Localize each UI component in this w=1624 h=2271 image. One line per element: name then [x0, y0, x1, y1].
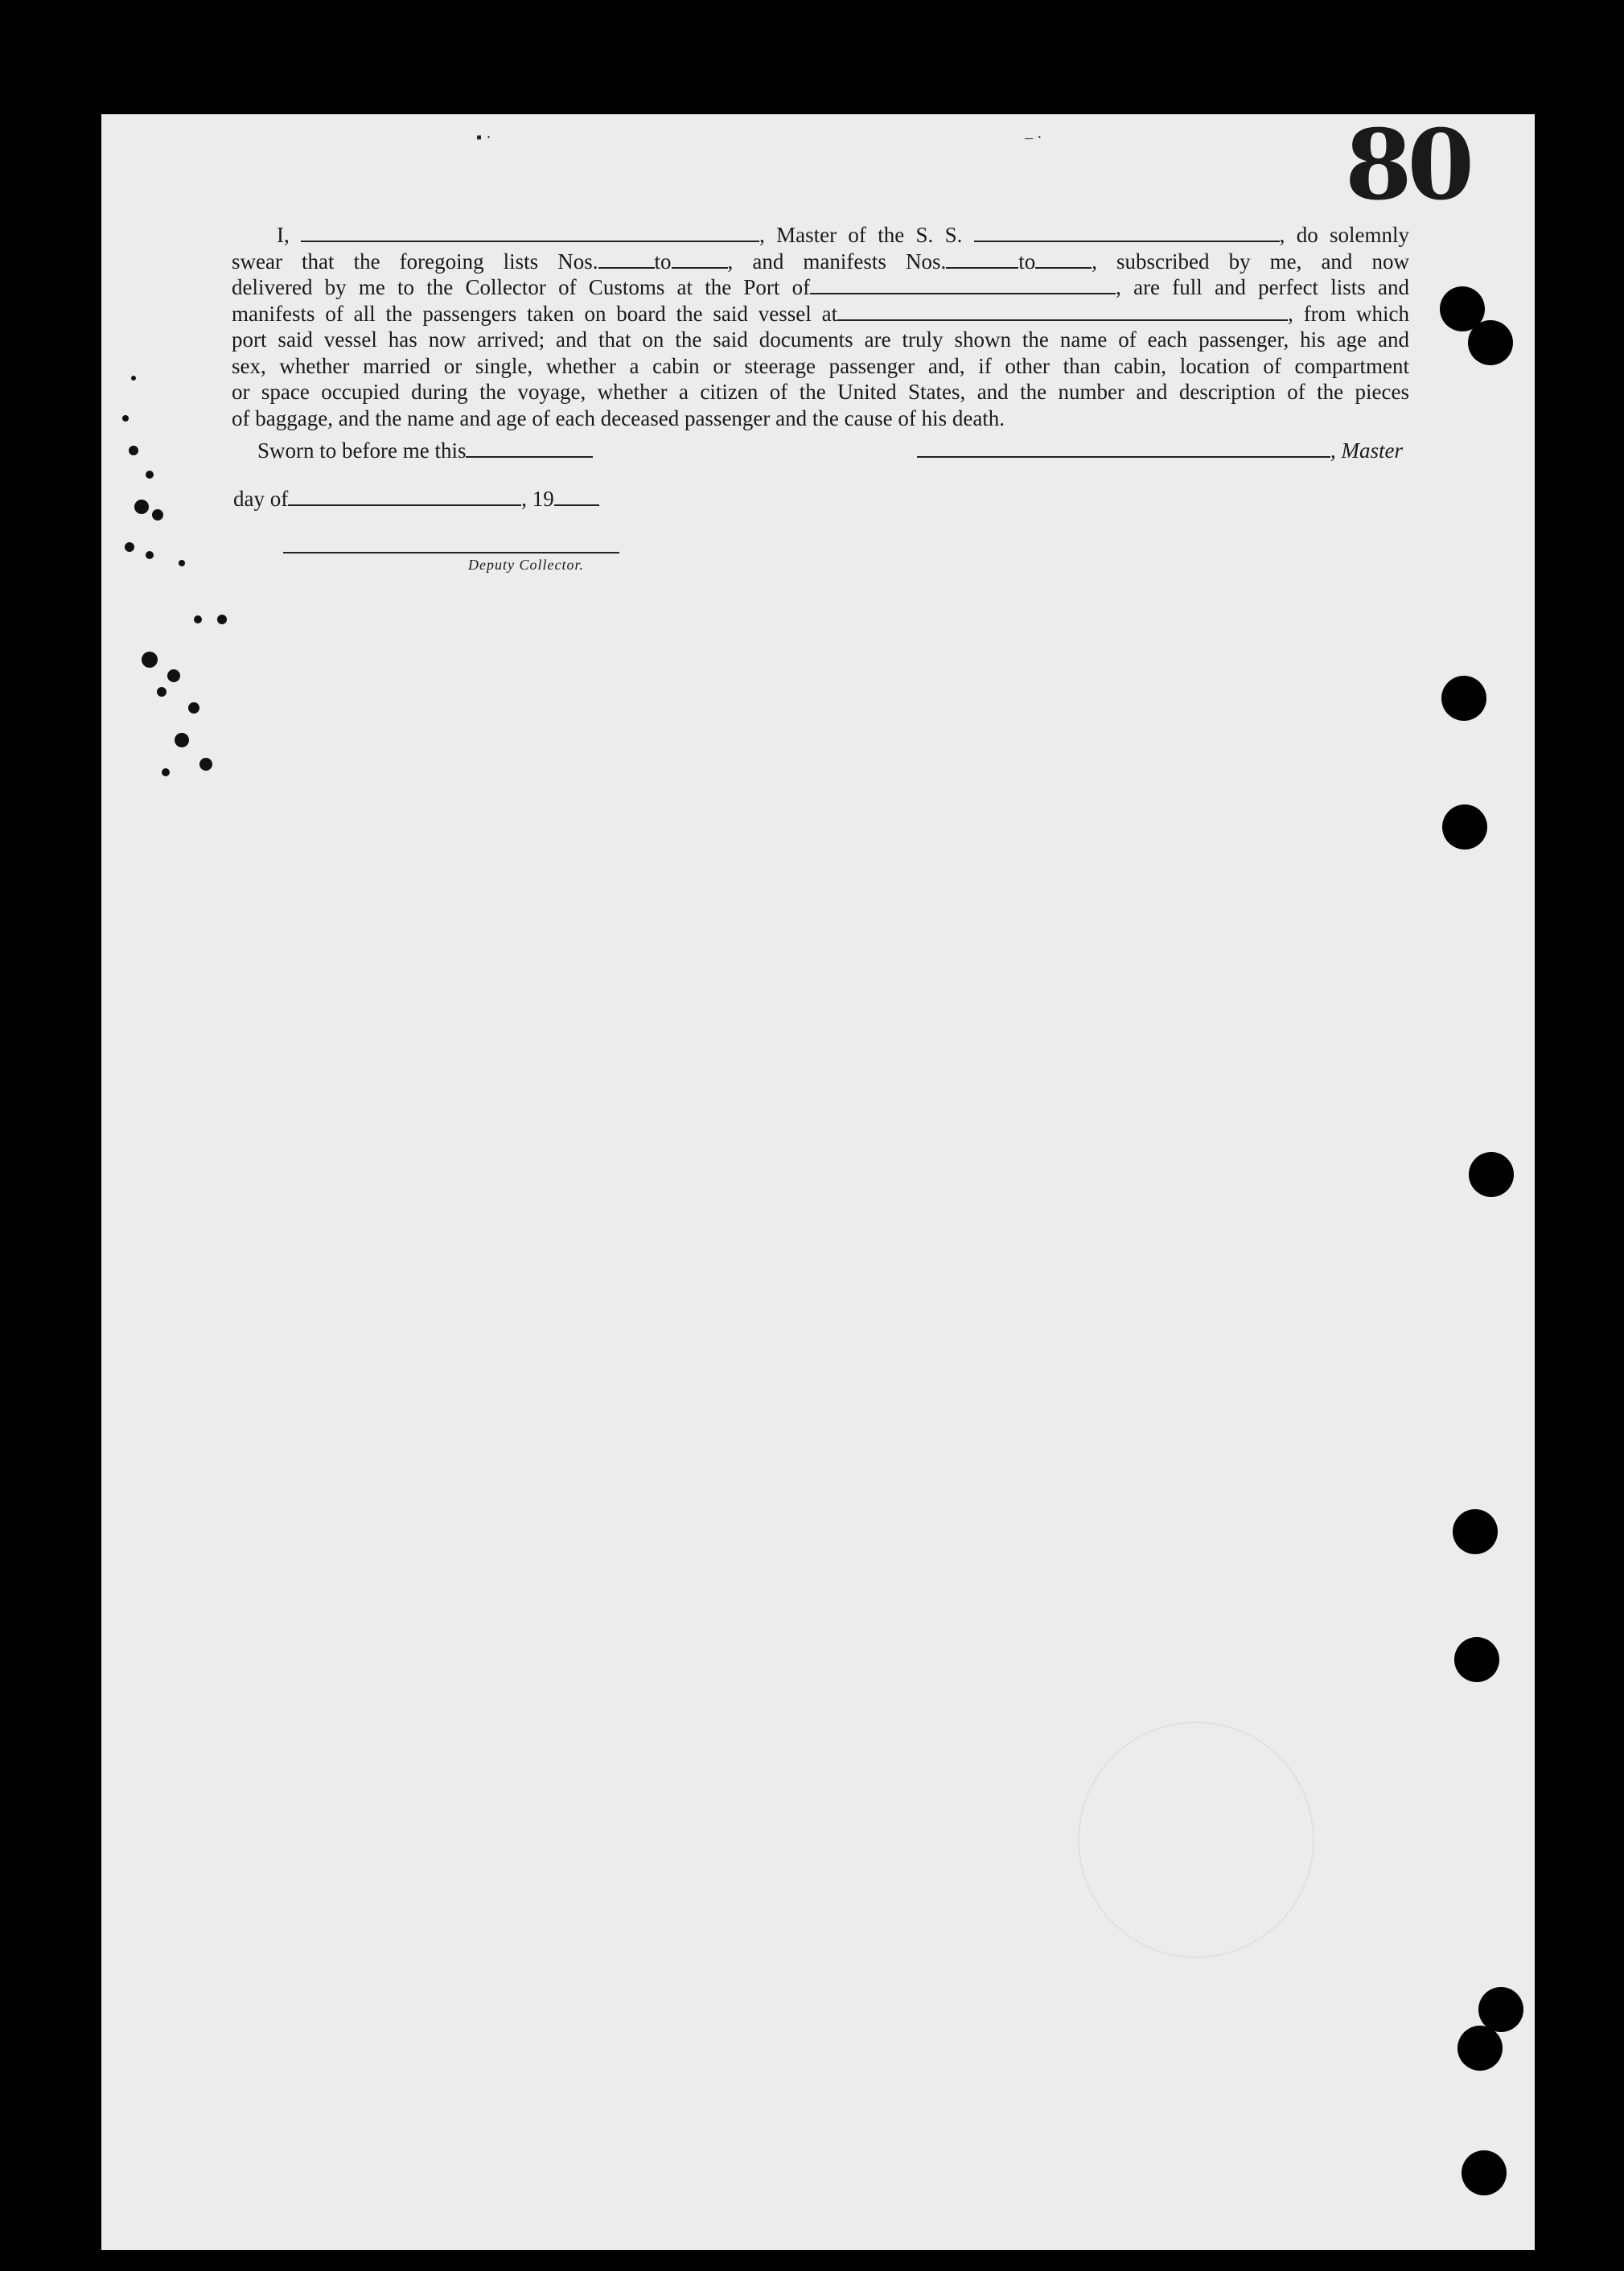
top-tick-mark: ▪ · [476, 129, 491, 146]
day-of-line: day of , 19 [233, 487, 599, 512]
punch-hole [1454, 1637, 1499, 1682]
faded-stamp [1078, 1722, 1314, 1958]
oath-line-3: delivered by me to the Collector of Customs at the Port of , are full and perfect lists and [232, 275, 1409, 299]
top-tick-mark: – · [1025, 129, 1042, 146]
list-to-blank [672, 251, 728, 269]
sworn-line: Sworn to before me this [257, 438, 593, 463]
punch-hole [1468, 320, 1513, 365]
oath-paragraph [232, 222, 1409, 431]
master-signature-blank [917, 440, 1330, 458]
ship-name-blank [974, 224, 1280, 242]
document-page [101, 109, 1535, 2250]
punch-hole [1441, 676, 1486, 721]
page-number: 80 [1345, 109, 1470, 222]
oath-line-1: I, , Master of the S. S. , do solemnly [277, 223, 1410, 247]
port-blank [810, 277, 1116, 294]
list-from-blank [598, 251, 655, 269]
punch-hole [1457, 2026, 1503, 2071]
deputy-signature-rule [283, 552, 619, 553]
manifest-to-blank [1035, 251, 1092, 269]
manifest-from-blank [946, 251, 1018, 269]
oath-line-5: port said vessel has now arrived; and that on the said documents are truly shown the name of each passenger, his age and [232, 327, 1409, 352]
deputy-collector-label: Deputy Collector. [468, 557, 584, 573]
oath-line-4: manifests of all the passengers taken on board the said vessel at , from which [232, 301, 1409, 326]
master-signature-line: , Master [917, 438, 1403, 463]
master-name-blank [301, 224, 759, 242]
punch-hole [1478, 1987, 1523, 2032]
punch-hole [1462, 2150, 1507, 2195]
month-blank [288, 488, 521, 506]
oath-line-8: of baggage, and the name and age of each deceased passenger and the cause of his death. [232, 405, 1005, 430]
sworn-date-blank [466, 440, 593, 458]
oath-line-6: sex, whether married or single, whether a cabin or steerage passenger and, if other than cabin, location of compartment [232, 353, 1409, 378]
punch-hole [1469, 1152, 1514, 1197]
punch-hole [1453, 1509, 1498, 1554]
year-blank [554, 488, 599, 506]
oath-line-7: or space occupied during the voyage, whether a citizen of the United States, and the number and description of the pieces [232, 380, 1409, 404]
oath-line-2: swear that the foregoing lists Nos. to , and manifests Nos. to , subscribed by me, and now [232, 249, 1409, 274]
embark-port-blank [837, 303, 1288, 321]
punch-hole [1442, 804, 1487, 850]
edge-smudge [101, 354, 238, 804]
